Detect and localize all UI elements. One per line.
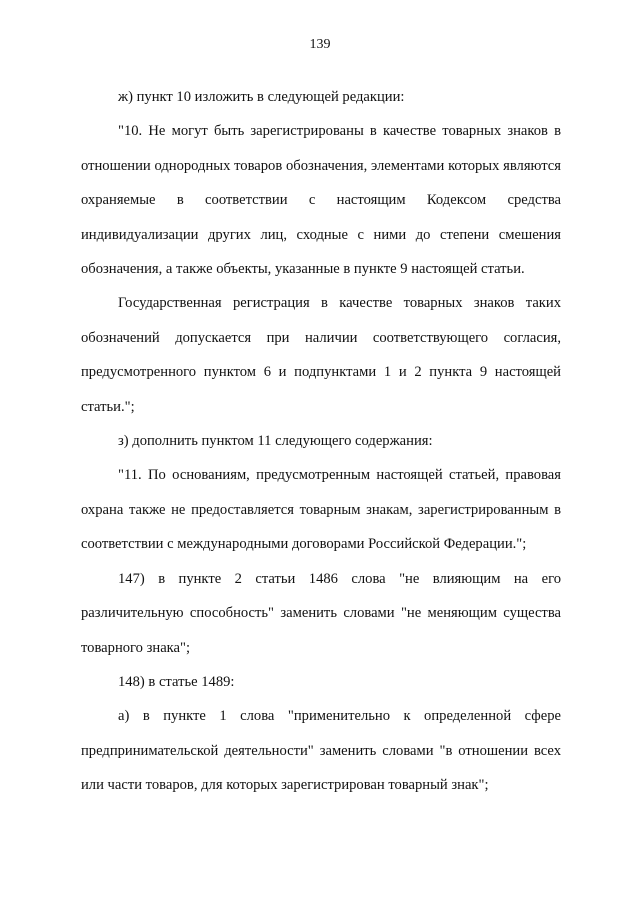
page-number: 139 [309,37,331,52]
paragraph-item-zh: ж) пункт 10 изложить в следующей редакции: [118,89,405,105]
paragraph-item-147: 147) в пункте 2 статьи 1486 слова "не влияющим на его различительную способность" заменить словами "не меняющим существа товарного знака"; [81,570,561,656]
paragraph-point-11: "11. По основаниям, предусмотренным настоящей статьей, правовая охрана также не предоставляется товарным знакам, зарегистрированным в соответствии с международными договорами Российской Федерации."; [81,467,561,553]
paragraph-item-z: з) дополнить пунктом 11 следующего содержания: [118,433,433,450]
paragraph-state-registration: Государственная регистрация в качестве товарных знаков таких обозначений допускается при наличии соответствующего согласия, предусмотренного пунктом 6 и подпунктами 1 и 2 пункта 9 настоящей статьи."; [81,295,561,415]
paragraph-point-10: "10. Не могут быть зарегистрированы в качестве товарных знаков в отношении однородных товаров обозначения, элементами которых являются охраняемые в соответствии с настоящим Кодексом средства индивидуализации других лиц, сходные с ними до степени смешения обозначения, а также объекты, указанные в пункте 9 настоящей статьи. [81,123,561,278]
paragraph-subitem-a: а) в пункте 1 слова "применительно к определенной сфере предпринимательской деятельности" заменить словами "в отношении всех или части товаров, для которых зарегистрирован товарный знак"; [81,708,561,794]
document-body [81,80,561,803]
paragraph-item-148: 148) в статье 1489: [118,673,235,690]
